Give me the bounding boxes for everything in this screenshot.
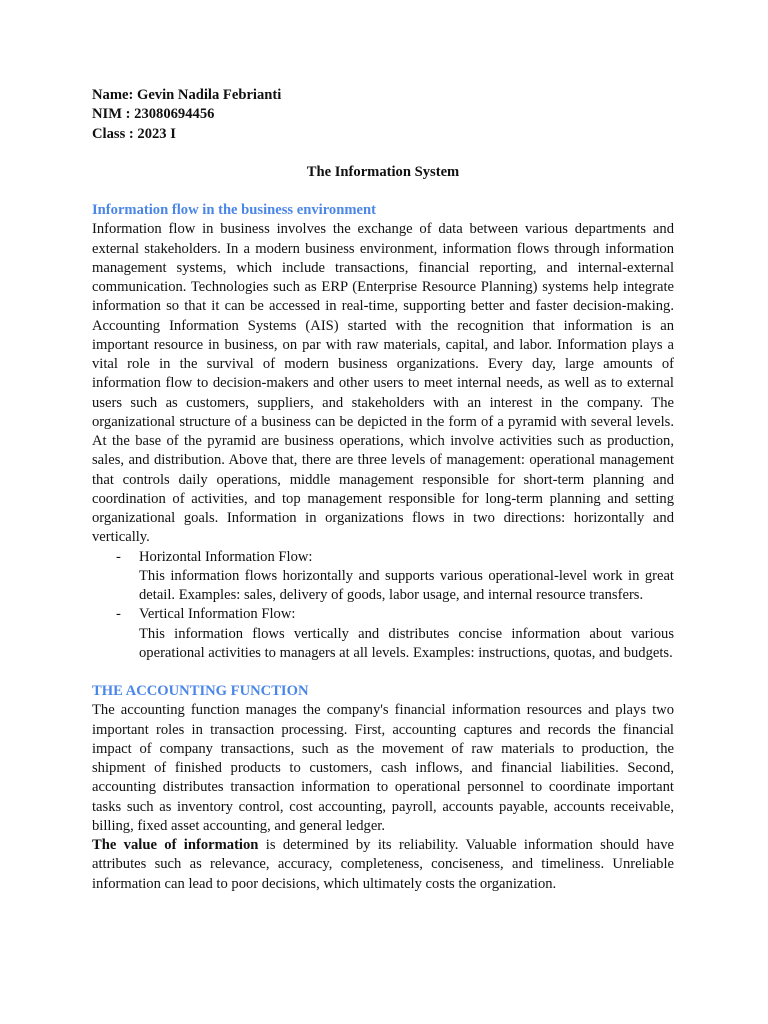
spacer [92, 663, 674, 682]
section-heading-information-flow: Information flow in the business environment [92, 202, 376, 218]
list-item-title: Horizontal Information Flow: [139, 548, 313, 565]
bullet-dash: - [116, 548, 121, 565]
list-item-text: This information flows horizontally and supports various operational-level work in great detail. Examples: sales, delivery of goods, labor usage, and internal resource transfers. [139, 567, 674, 603]
document-title: The Information System [306, 163, 460, 180]
list-item [116, 605, 674, 663]
bullet-dash: - [116, 606, 121, 623]
value-of-information-text: is determined by its reliability. Valuable information should have attributes such as relevance, accuracy, completeness, conciseness, and timeliness. Unreliable information can lead to poor decisions, which ultimately costs the organization. [92, 837, 674, 892]
section-paragraph: The accounting function manages the company's financial information resources and plays two important roles in transaction processing. First, accounting captures and records the financial impact of company transactions, such as the movement of raw materials to production, the shipment of finished products to customers, cash inflows, and financial liabilities. Second, accounting distributes transaction information to operational personnel to coordinate important tasks such as inventory control, cost accounting, payroll, accounts payable, accounts receivable, billing, fixed asset accounting, and general ledger. [92, 702, 674, 834]
student-name: Name: Gevin Nadila Febrianti [92, 87, 282, 103]
section-paragraph: Information flow in business involves the exchange of data between various departments and external stakeholders. In a modern business environment, information flows through information management systems, which include transactions, financial reporting, and internal-external communication. Technologies such as ERP (Enterprise Resource Planning) systems help integrate information so that it can be accessed in real-time, supporting better and faster decision-making. Accounting Information Systems (AIS) started with the recognition that information is an important resource in business, on par with raw materials, capital, and labor. Information plays a vital role in the survival of modern business organizations. Every day, large amounts of information flow to decision-makers and other users to meet internal needs, as well as to external users such as customers, suppliers, and stakeholders with an interest in the company. The organizational structure of a business can be depicted in the form of a pyramid with several levels. At the base of the pyramid are business operations, which involve activities such as production, sales, and distribution. Above that, there are three levels of management: operational management that controls daily operations, middle management responsible for short-term planning and coordination of activities, and top management responsible for long-term planning and setting organizational goals. Information in organizations flows in two directions: horizontally and vertically. [92, 221, 674, 546]
value-of-information-bold: The value of information [92, 837, 259, 853]
student-class: Class : 2023 I [92, 125, 176, 142]
student-nim: NIM : 23080694456 [92, 106, 215, 123]
value-of-information-paragraph [92, 836, 674, 894]
list-item [116, 548, 674, 606]
list-item-title: Vertical Information Flow: [139, 606, 296, 623]
list-item-text: This information flows vertically and distributes concise information about various operational activities to managers at all levels. Examples: instructions, quotas, and budgets. [139, 625, 674, 661]
section-heading-accounting-function: THE ACCOUNTING FUNCTION [92, 683, 309, 699]
